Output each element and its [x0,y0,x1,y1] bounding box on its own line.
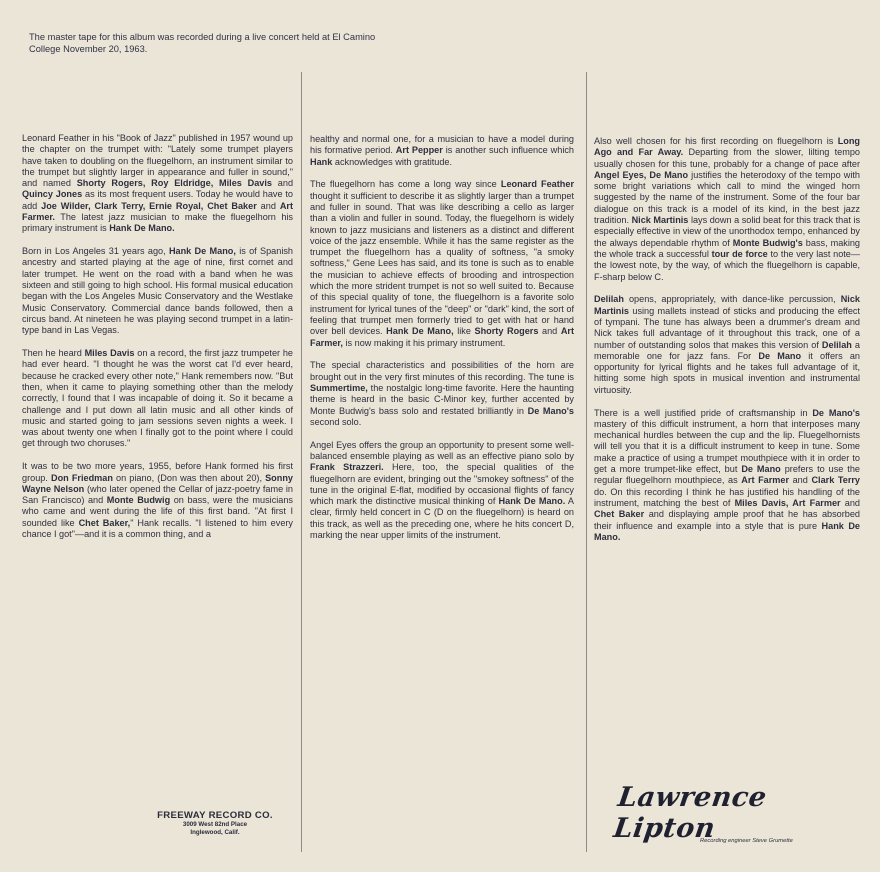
text-run: acknowledges with gratitude. [332,156,453,167]
bold-name: Miles Davis, Art Farmer [734,497,841,508]
bold-name: Art Farmer [741,475,790,486]
label-name: FREEWAY RECORD CO. [157,810,273,821]
bold-name: Long Ago and Far Away. [594,136,860,158]
bold-name: Chet Baker [594,509,645,520]
column-divider [301,72,302,852]
paragraph [310,440,574,542]
paragraph [594,408,860,544]
text-run: on piano, (Don was then about 20), [112,472,266,483]
bold-name: Hank De Mano, [168,246,236,257]
paragraph [310,134,574,168]
text-run: is of Spanish ancestry and started playing at the age of nine, first cornet and later trumpet. He went on the road with a band when he was sixteen and still going to high school. His formal musical education began with the Los Angeles Music Conservatory and the Westlake Music Conservatory. Commercial dance bands followed, then a circus band. At nineteen he was playing second trumpet in a latin-type band in Las Vegas. [22,246,293,336]
bold-name: Sonny Wayne Nelson [22,472,293,494]
paragraph [310,179,574,348]
bold-name: Chet Baker, [78,517,131,528]
column-3 [594,136,860,555]
text-run: and displaying ample proof that he has absorbed their influence and example into a style that is pure [594,509,860,531]
text-run: justifies the heterodoxy of the tempo with some bright variations which call to mind the winged horn suggested by the name of the instrument. Some of the four bar dialogue on this track is a model of its kind, in the best jazz tradition. [594,169,861,226]
text-run: and [272,178,294,189]
paragraph [22,246,293,336]
text-run: There is a well justified pride of craftsmanship in [594,407,813,418]
bold-name: Nick Martinis [594,294,860,316]
paragraph [594,136,860,283]
text-run: The special characteristics and possibilities of the horn are brought out in the very first minutes of this recording. The tune is [310,360,574,382]
text-run: It was to be two more years, 1955, before Hank formed his first group. [22,461,293,483]
text-run: thought it sufficient to describe it as slightly larger than a trumpet and fuller in sound. That was like describing a cello as larger than a violin and fuller in sound. Today, the fluegelhorn is widely known to jazz musicians and listeners as a distinct and different voice of the jazz ensemble. While it has the same register as the trumpet the fluegelhorn has a quality of softness, "a smoky softness," Gene Lees has said, and its tone is such as to enable the musician to achieve effects of brooding and introspection which the more strident trumpet is not so well suited to. Because of this special quality of tone, the fluegelhorn is a favorite solo instrument for lyrical tunes of the "deep" or "dark" kind, the sort of feeling that trumpet men formerly tried to get with hat or hand over bell devices. [310,190,574,337]
bold-name: Art Farmer. [22,200,294,223]
paragraph [310,360,574,428]
text-run: and [538,326,561,337]
bold-name: Don Friedman [50,472,113,483]
text-run: and [840,497,860,508]
label-address: 3009 West 82nd Place [182,821,248,828]
bold-name: Leonard Feather [500,179,574,190]
text-run: second solo. [310,416,362,427]
record-label [145,810,285,837]
bold-name: Hank De Mano. [498,496,566,507]
bold-name: Hank De Mano. [594,520,861,542]
text-run: The fluegelhorn has come a long way since [310,179,501,190]
bold-name: Quincy Jones [22,189,83,200]
bold-name: De Mano [741,464,781,475]
bold-name: Angel Eyes, De Mano [594,169,689,180]
text-run: Departing from the slower, lilting tempo usually chosen for this tune, probably for a change of pace after [594,147,860,169]
text-run: on a record, the first jazz trumpeter he had ever heard. "I thought he was the worst cat I'd ever heard, because he cracked every other note," Hank remembers now. "But then, when it came to playing something other than the melody correctly, I found that I was incapable of doing it. So it became a challenge and I put down all latin music and all other kinds of music and started going to jam sessions seven nights a week. I was about twenty one when I finally got to the point where I could get through two choruses." [22,348,293,449]
author-signature: Lawrence Lipton [611,782,769,844]
text-run: on bass, were the musicians who came and went during the life of this first band. "At first I sounded like [22,495,293,528]
bold-name: Delilah [821,339,852,350]
bold-name: Frank Strazzeri. [310,462,384,473]
bold-name: Monte Budwig's [732,237,803,248]
text-run: opens, appropriately, with dance-like percussion, [623,294,841,305]
text-run: A clear, firmly held concert in C (D on the fluegelhorn) is heard on this track, as well as the preceding one, where he hits concert D, marking the near upper limits of the instrument. [310,496,574,540]
paragraph [22,133,293,235]
text-run: mastery of this difficult instrument, a horn that interposes many mechanical hurdles between the cup and the lip. Fluegelhornists will tell you that it is a difficult instrument to keep in tune. Some make a practice of using a trumpet mouthpiece with it in order to get a more trumpet-like effect, but [594,418,860,475]
bold-name: Hank De Mano, [386,326,454,337]
bold-name: Miles Davis [84,348,135,359]
column-1 [22,133,293,552]
bold-name: Nick Martinis [631,215,689,226]
text-run: as its most frequent users. Today he would have to add [22,189,294,211]
paragraph [22,348,293,450]
text-run: to the very last note—the lowest note, by the way, of which the fluegelhorn is capable, F-sharp below C. [594,248,861,282]
text-run: Then he heard [22,348,85,359]
bold-name: Shorty Rogers, Roy Eldridge, Miles Davis [76,178,272,189]
text-run: like [453,326,475,337]
text-run: and [256,200,280,211]
text-run: prefers to use the regular fluegelhorn mouthpiece, as [594,464,860,486]
text-run: using mallets instead of sticks and producing the effect of tympani. The tune has always been a drummer's dream and Nick takes full advantage of it throughout this track, one of a number of outstanding solos that makes this version of [594,305,860,350]
text-run: Here, too, the special qualities of the fluegelhorn are evident, bringing out the "smokey softness" of the tune in the original E-flat, modified by occasional flights of fancy which mark the distinctive musical thinking of [310,462,574,507]
bold-name: Monte Budwig [106,495,171,506]
text-run: bass, making the whole track a successful [594,237,861,259]
bold-name: De Mano [758,350,802,361]
text-run: The latest jazz musician to make the fluegelhorn his primary instrument is [22,212,293,234]
text-run: (who later opened the Cellar of jazz-poetry fame in San Francisco) and [22,483,293,506]
text-run: Leonard Feather in his "Book of Jazz" published in 1957 wound up the chapter on the trumpet with: "Lately some trumpet players have taken to doubling on the fluegelhorn, an instrument similar to the trumpet but slightly larger in appearance and fuller in sound," and named [22,133,293,189]
text-run: Born in Los Angeles 31 years ago, [22,246,169,257]
bold-name: Clark Terry [811,475,861,486]
paragraph [22,461,293,540]
text-run: " Hank recalls. "I listened to him every chance I got"—and it is a common thing, and a [22,517,293,539]
text-run: do. On this recording I think he has justified his handling of the instrument, matching the best of [594,486,860,508]
text-run: healthy and normal one, for a musician to have a model during his formative period. [310,134,574,156]
bold-name: Art Pepper [395,145,443,156]
bold-name: Art Farmer, [310,326,575,348]
text-run: the nostalgic long-time favorite. Here the haunting theme is heard in the basic C-Minor key, further accented by Monte Budwig's bass solo and restated brilliantly in [310,382,574,416]
engineer-credit: Recording engineer Steve Grumette [700,838,793,844]
text-run: a memorable one for jazz fans. For [594,339,860,361]
text-run: it offers an opportunity for lyrical flights and he takes full advantage of it, hitting some high spots in musical invention and instrumental virtuosity. [594,350,860,395]
text-run: lays down a solid beat for this track that is especially effective in view of the unorthodox tempo, enhanced by the always dependable rhythm of [594,215,861,248]
bold-name: tour de force [711,248,768,259]
text-run: Also well chosen for his first recording on fluegelhorn is [594,136,838,146]
label-city: Inglewood, Calif. [190,829,240,836]
bold-name: Summertime, [310,382,368,393]
bold-name: Delilah [594,294,624,305]
bold-name: Hank De Mano. [109,223,175,234]
text-run: Angel Eyes offers the group an opportunity to present some well-balanced ensemble playing as well as an effective piano solo by [310,439,574,461]
bold-name: De Mano's [812,407,860,418]
column-divider [586,72,587,852]
column-2 [310,134,574,553]
bold-name: De Mano's [527,405,574,416]
text-run: and [789,475,812,486]
paragraph [594,294,860,396]
bold-name: Hank [310,156,333,167]
text-run: is another such influence which [442,145,574,156]
recording-note: The master tape for this album was recorded during a live concert held at El Camino College November 20, 1963. [29,32,376,54]
text-run: is now making it his primary instrument. [342,337,506,348]
bold-name: Shorty Rogers [474,326,539,337]
bold-name: Joe Wilder, Clark Terry, Ernie Royal, Chet Baker [41,200,257,211]
